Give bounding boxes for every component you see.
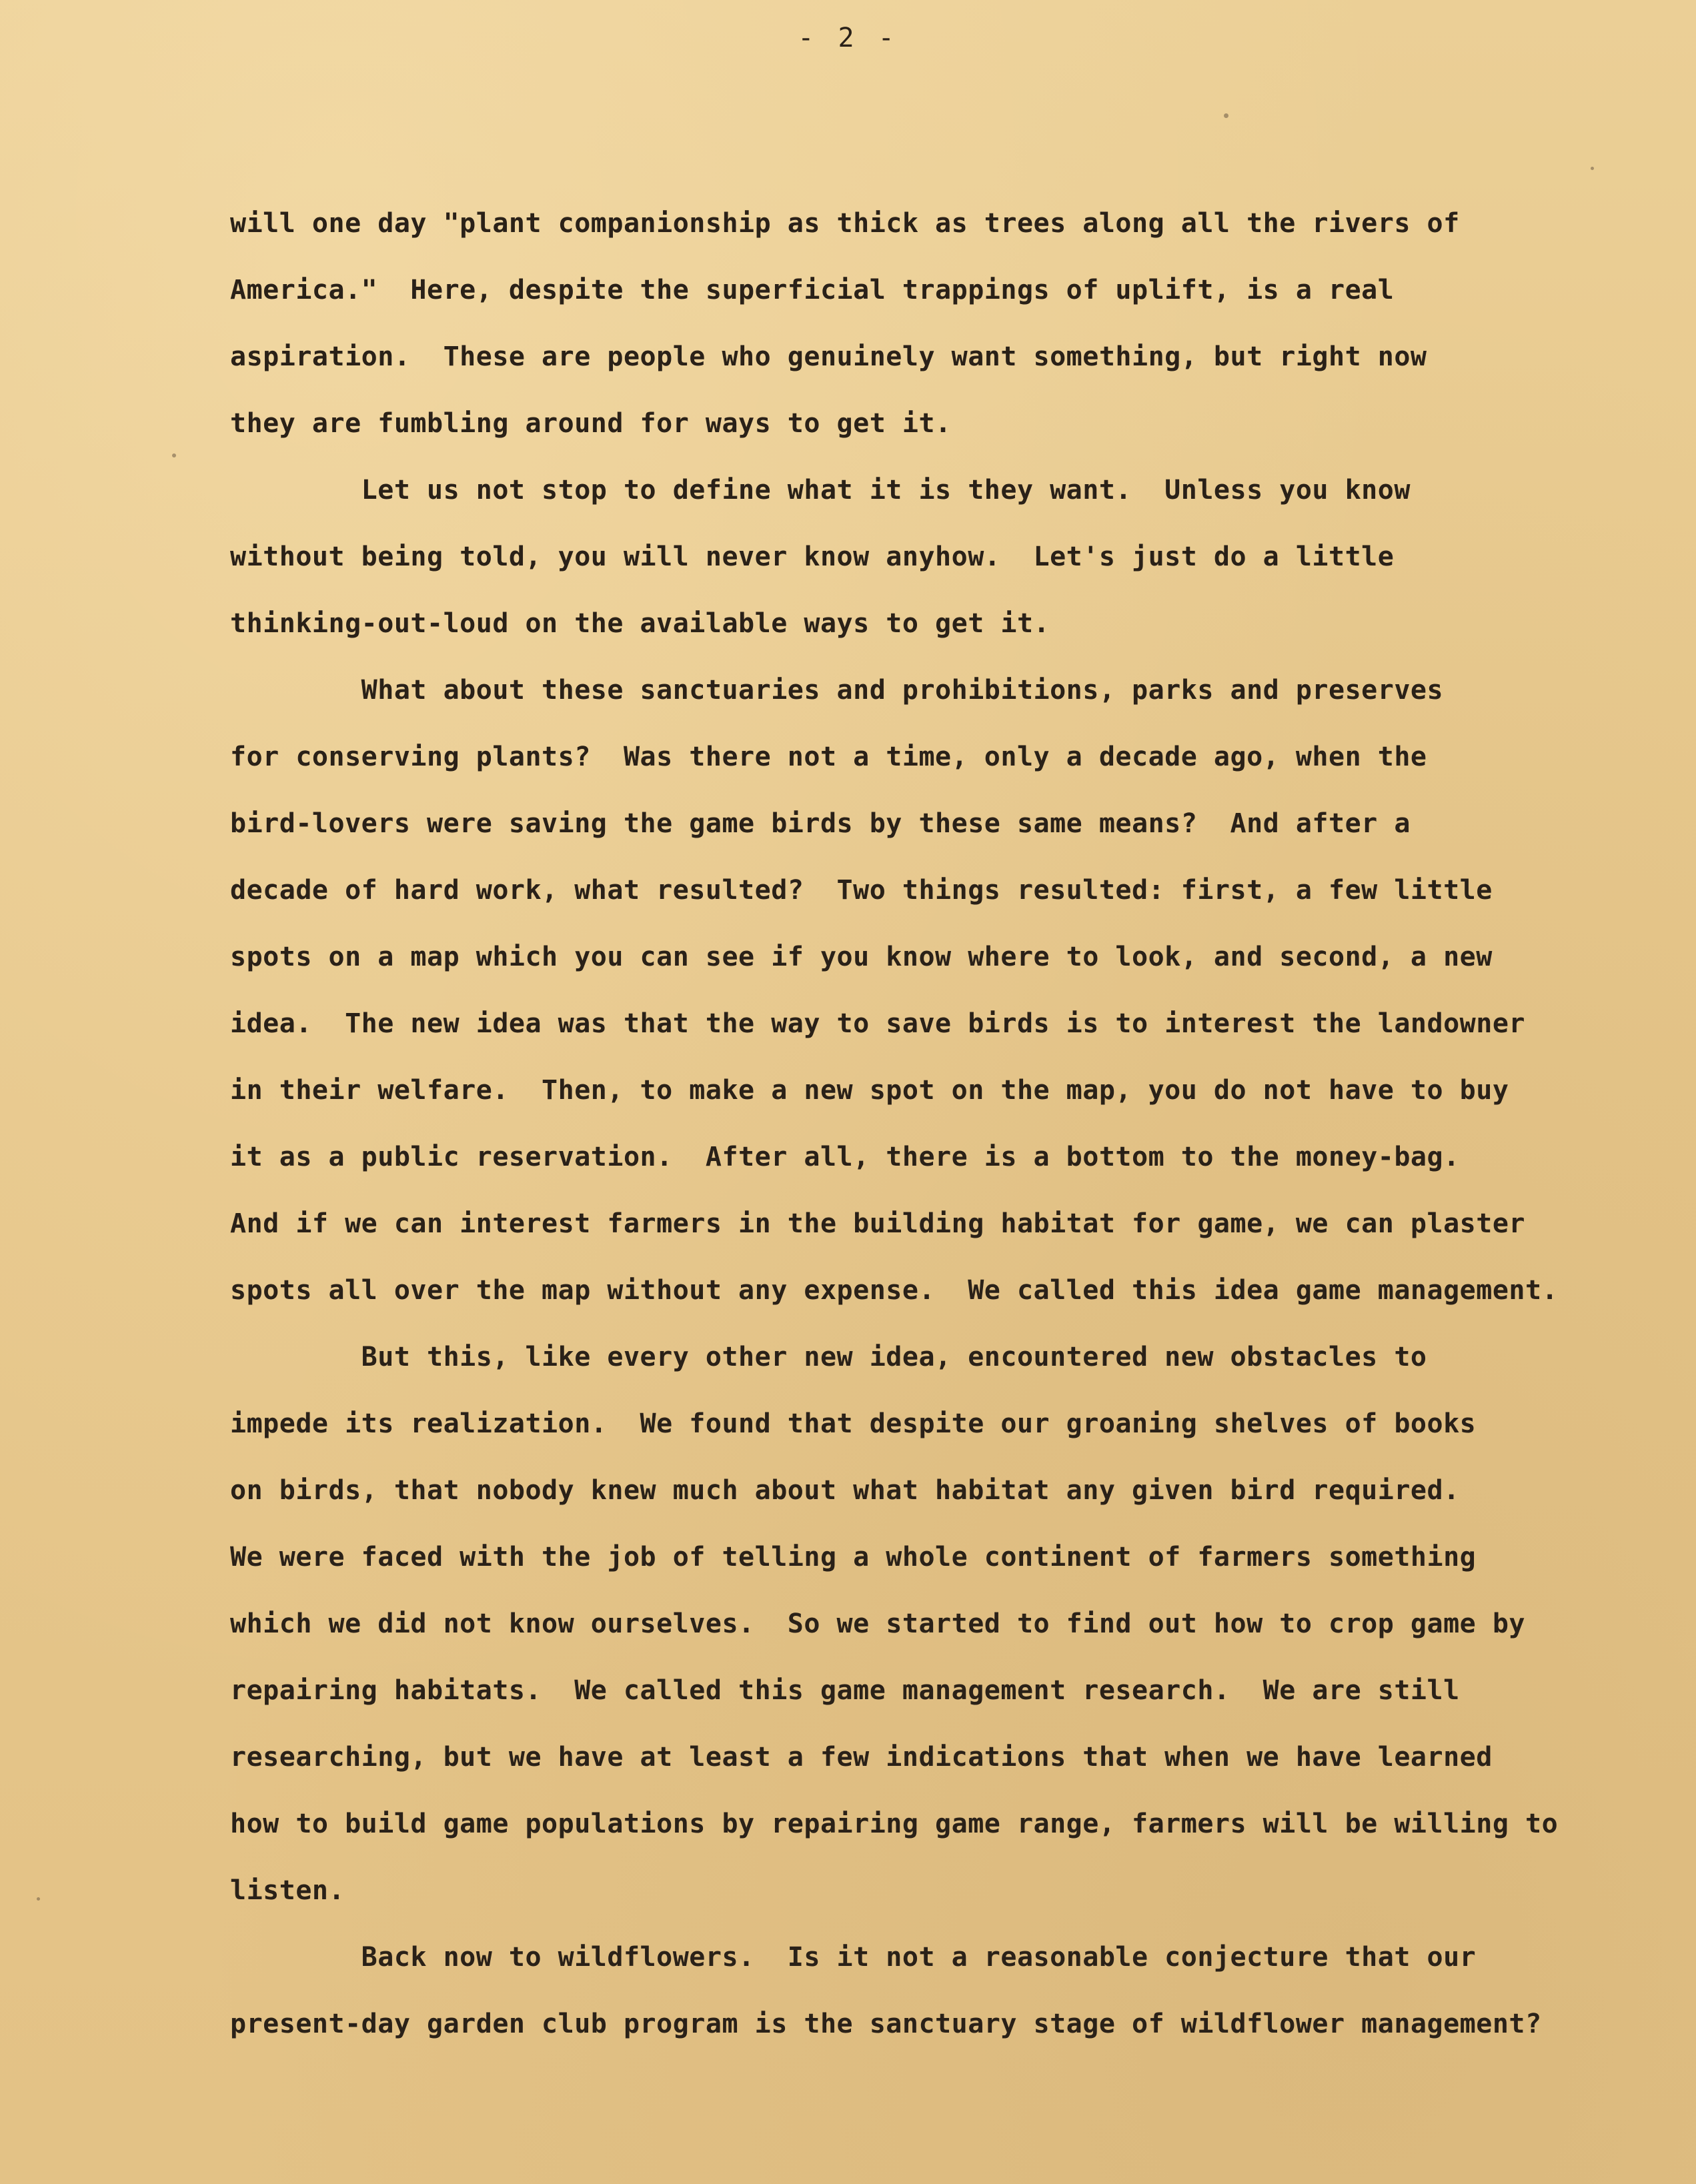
text-line: And if we can interest farmers in the building habitat for game, we can plaster xyxy=(230,1208,1525,1239)
text-line: aspiration. These are people who genuinely want something, but right now xyxy=(230,341,1427,372)
text-line: will one day "plant companionship as thick as trees along all the rivers of xyxy=(230,208,1460,239)
text-line: impede its realization. We found that despite our groaning shelves of books xyxy=(230,1408,1477,1439)
text-line: how to build game populations by repairing game range, farmers will be willing to xyxy=(230,1809,1559,1839)
text-line: decade of hard work, what resulted? Two things resulted: first, a few little xyxy=(230,875,1493,906)
text-line: Let us not stop to define what it is they want. Unless you know xyxy=(230,475,1411,505)
text-line: Back now to wildflowers. Is it not a reasonable conjecture that our xyxy=(230,1942,1477,1973)
text-line: on birds, that nobody knew much about what habitat any given bird required. xyxy=(230,1475,1460,1506)
paper-speck xyxy=(172,453,176,457)
paper-speck xyxy=(1591,167,1594,170)
text-line: without being told, you will never know anyhow. Let's just do a little xyxy=(230,541,1395,572)
text-line: What about these sanctuaries and prohibitions, parks and preserves xyxy=(230,675,1444,706)
text-line: bird-lovers were saving the game birds by these same means? And after a xyxy=(230,808,1411,839)
text-line: America." Here, despite the superficial trappings of uplift, is a real xyxy=(230,275,1395,305)
text-line: But this, like every other new idea, encountered new obstacles to xyxy=(230,1342,1427,1372)
text-line: spots all over the map without any expense. We called this idea game management. xyxy=(230,1275,1559,1306)
text-line: present-day garden club program is the sanctuary stage of wildflower management? xyxy=(230,2009,1542,2039)
text-line: We were faced with the job of telling a whole continent of farmers something xyxy=(230,1542,1477,1572)
text-line: thinking-out-loud on the available ways to get it. xyxy=(230,608,1050,639)
typed-text-body xyxy=(230,190,1651,2057)
text-line: spots on a map which you can see if you know where to look, and second, a new xyxy=(230,942,1493,972)
text-line: they are fumbling around for ways to get it. xyxy=(230,408,952,439)
text-line: which we did not know ourselves. So we started to find out how to crop game by xyxy=(230,1608,1525,1639)
text-line: listen. xyxy=(230,1875,345,1906)
text-line: in their welfare. Then, to make a new spot on the map, you do not have to buy xyxy=(230,1075,1509,1106)
text-line: repairing habitats. We called this game management research. We are still xyxy=(230,1675,1460,1706)
text-line: idea. The new idea was that the way to save birds is to interest the landowner xyxy=(230,1008,1525,1039)
paper-speck xyxy=(37,1897,40,1901)
page-number: - 2 - xyxy=(798,23,898,53)
text-line: for conserving plants? Was there not a time, only a decade ago, when the xyxy=(230,742,1427,772)
text-line: it as a public reservation. After all, there is a bottom to the money-bag. xyxy=(230,1142,1460,1172)
paper-speck xyxy=(1224,113,1228,118)
text-line: researching, but we have at least a few indications that when we have learned xyxy=(230,1742,1493,1773)
